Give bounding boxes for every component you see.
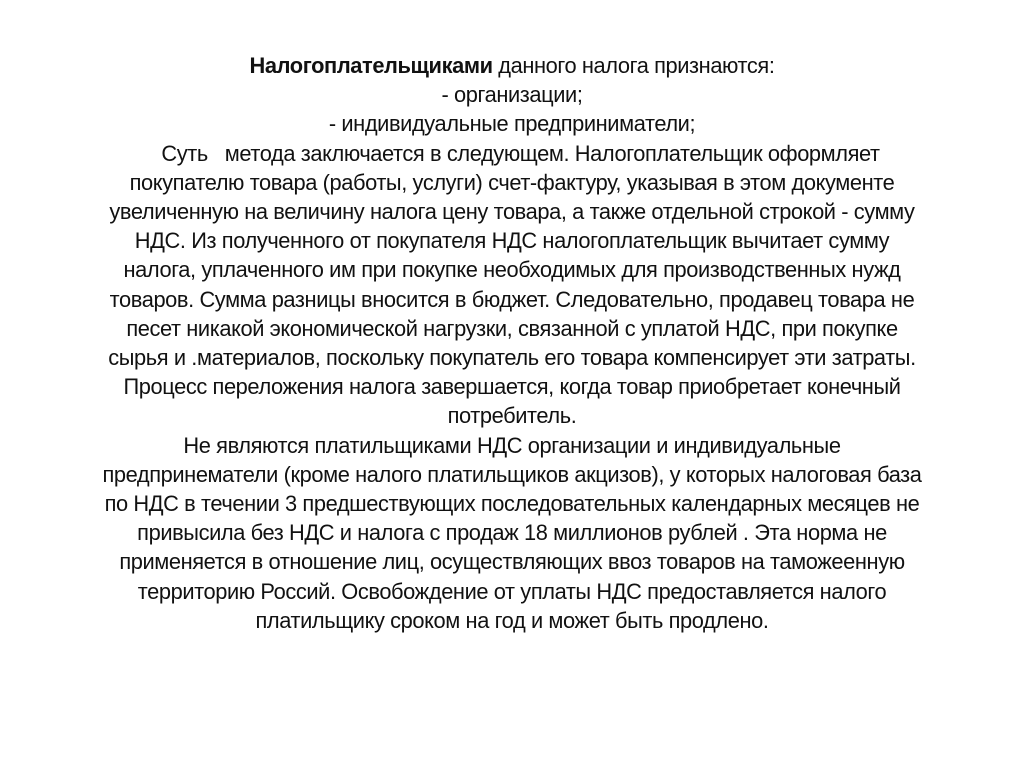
paragraph-1-line: покупателю товара (работы, услуги) счет-фактуру, указывая в этом документе <box>129 169 895 195</box>
paragraph-1-line: Процесс переложения налога завершается, когда товар приобретает конечный <box>123 374 901 400</box>
paragraph-1-line: потребитель. <box>447 403 577 429</box>
bold-term: Налогоплательщиками <box>249 53 493 78</box>
list-item-organizations: - организации; <box>441 82 583 108</box>
paragraph-1-line: товаров. Сумма разницы вносится в бюджет. Следовательно, продавец товара не <box>109 286 915 312</box>
paragraph-2-line: по НДС в течении 3 предшествующих последовательных календарных месяцев не <box>104 491 920 517</box>
paragraph-2-line: привысила без НДС и налога с продаж 18 миллионов рублей . Эта норма не <box>137 520 887 546</box>
paragraph-2-line: предпринематели (кроме налого платильщиков акцизов), у которых налоговая база <box>102 461 922 487</box>
paragraph-1-line: сырья и .материалов, поскольку покупатель его товара компенсирует эти затраты. <box>108 345 916 371</box>
paragraph-1-line: НДС. Из полученного от покупателя НДС налогоплательщик вычитает сумму <box>134 228 890 254</box>
paragraph-1-line: налога, уплаченного им при покупке необходимых для производственных нужд <box>123 257 901 283</box>
paragraph-1-line: песет никакой экономической нагрузки, связанной с уплатой НДС, при покупке <box>126 315 898 341</box>
paragraph-2-line: территорию Россий. Освобождение от уплаты НДС предоставляется налого <box>137 578 887 604</box>
paragraph-2-line: применяется в отношение лиц, осуществляющих ввоз товаров на таможеенную <box>119 549 905 575</box>
intro-line <box>0 51 1024 80</box>
intro-rest: данного налога признаются: <box>492 53 775 78</box>
paragraph-2-line: Не являются платильщиками НДС организации и индивидуальные <box>183 432 841 458</box>
list-item-entrepreneurs: - индивидуальные предприниматели; <box>328 111 696 137</box>
text-block <box>0 51 1024 635</box>
paragraph-1-line: увеличенную на величину налога цену товара, а также отдельной строкой - сумму <box>109 199 915 225</box>
paragraph-1-line: Суть метода заключается в следующем. Налогоплательщик оформляет <box>144 140 880 166</box>
paragraph-2-line: платильщику сроком на год и может быть продлено. <box>255 607 769 633</box>
